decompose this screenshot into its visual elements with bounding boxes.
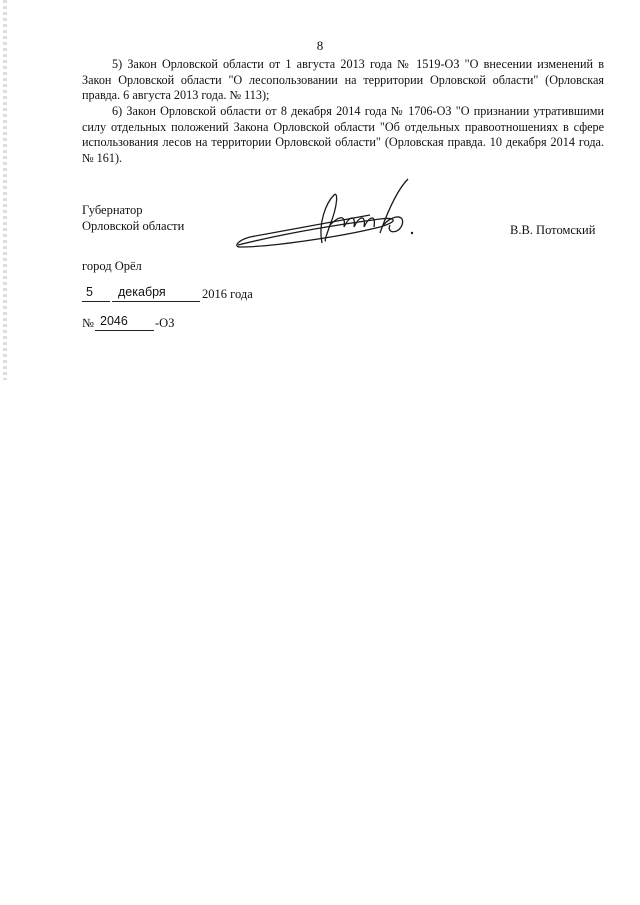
handwritten-signature <box>230 175 430 255</box>
signatory-title-line1: Губернатор <box>82 203 143 217</box>
date-day: 5 <box>86 285 93 299</box>
signatory-title <box>82 203 184 234</box>
list-item: 6) Закон Орловской области от 8 декабря 2014 года № 1706-ОЗ "О признании утратившими силу отдельных положений Закона Орловской области "Об отдельных правоотношениях в сфере использования лесов на территории Орловской области" (Орловская правда. 10 декабря 2014 года. № 161). <box>82 104 604 166</box>
month-underline <box>112 301 200 302</box>
list-item: 5) Закон Орловской области от 1 августа 2013 года № 1519-ОЗ "О внесении изменений в Закон Орловской области "О лесопользовании на территории Орловской области" (Орловская правда. 6 августа 2013 года. № 113); <box>82 57 604 103</box>
signer-name: В.В. Потомский <box>510 223 596 237</box>
page-number: 8 <box>316 38 324 53</box>
law-number <box>82 316 382 334</box>
date-month: декабря <box>118 285 166 299</box>
number-suffix: -ОЗ <box>155 316 175 330</box>
signing-date <box>82 287 382 305</box>
signatory-title-line2: Орловской области <box>82 218 185 233</box>
city-line: город Орёл <box>82 259 142 273</box>
law-number-value: 2046 <box>100 314 128 328</box>
number-sign: № <box>82 316 94 330</box>
scan-edge-marks <box>3 0 7 380</box>
date-year: 2016 года <box>202 287 253 301</box>
day-underline <box>82 301 110 302</box>
number-underline <box>95 330 154 331</box>
